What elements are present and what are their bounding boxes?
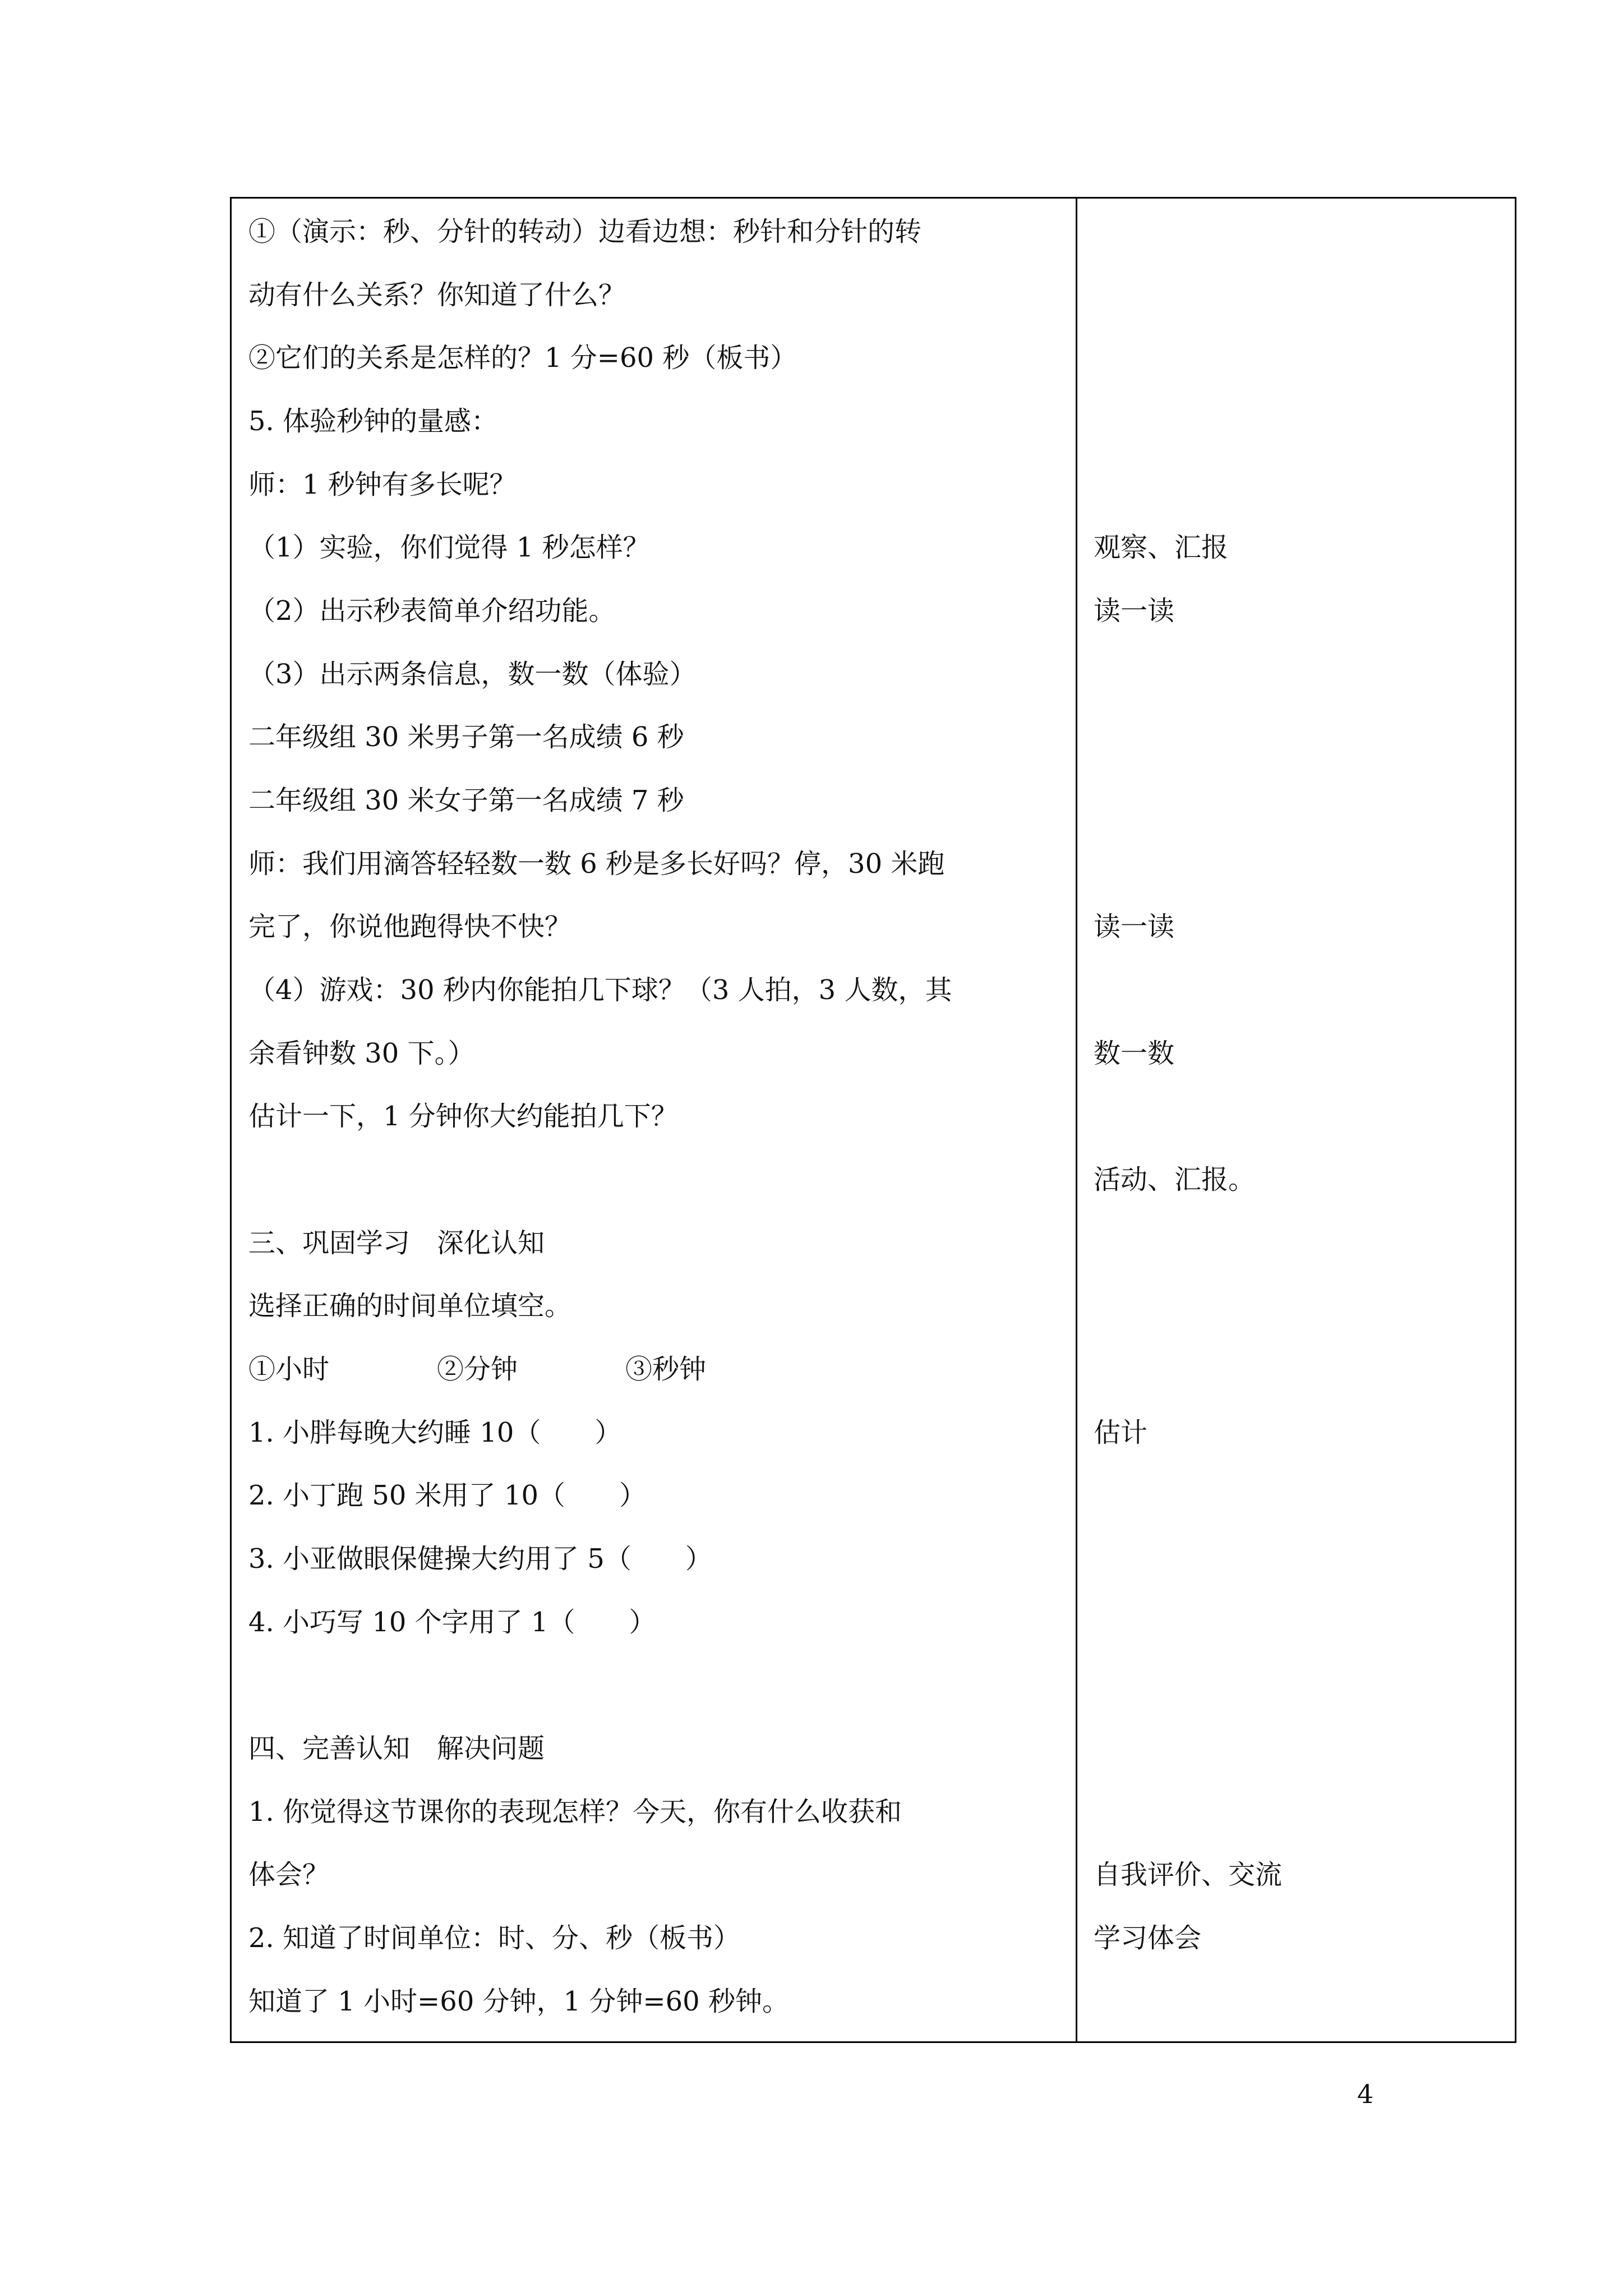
left-line-8: （3）出示两条信息，数一数（体验） [248,659,697,690]
left-line-3: ②它们的关系是怎样的？1 分=60 秒（板书） [248,342,797,374]
left-line-14: 余看钟数 30 下。） [248,1038,475,1069]
left-line-17: 选择正确的时间单位填空。 [248,1290,572,1322]
page-number: 4 [1357,2079,1374,2109]
left-line-20: 2. 小丁跑 50 米用了 10（ ） [248,1480,646,1511]
right-line-3: 读一读 [1094,911,1175,942]
right-line-6: 估计 [1094,1417,1148,1448]
section-heading-3: 三、巩固学习 深化认知 [248,1227,545,1259]
left-line-9: 二年级组 30 米男子第一名成绩 6 秒 [248,721,684,753]
left-line-5: 师：1 秒钟有多长呢？ [248,469,517,500]
left-line-11: 师：我们用滴答轻轻数一数 6 秒是多长好吗？停，30 米跑 [248,848,945,880]
left-line-13: （4）游戏：30 秒内你能拍几下球？（3 人拍，3 人数，其 [248,974,952,1006]
right-line-8: 学习体会 [1094,1922,1202,1954]
left-line-26: 2. 知道了时间单位：时、分、秒（板书） [248,1922,741,1954]
right-line-1: 观察、汇报 [1094,532,1229,563]
left-line-21: 3. 小亚做眼保健操大约用了 5（ ） [248,1543,712,1575]
right-line-7: 自我评价、交流 [1094,1859,1283,1890]
left-line-2: 动有什么关系？你知道了什么？ [248,279,626,311]
left-line-4: 5. 体验秒钟的量感： [248,406,499,437]
left-line-7: （2）出示秒表简单介绍功能。 [248,595,616,627]
section-heading-4: 四、完善认知 解决问题 [248,1733,545,1764]
left-line-1: ①（演示：秒、分针的转动）边看边想：秒针和分针的转 [248,216,922,247]
column-divider [1076,197,1077,2043]
right-line-5: 活动、汇报。 [1094,1164,1256,1195]
right-line-4: 数一数 [1094,1038,1175,1069]
left-line-25: 体会？ [248,1859,330,1890]
left-line-15: 估计一下，1 分钟你大约能拍几下？ [248,1101,678,1132]
left-line-22: 4. 小巧写 10 个字用了 1（ ） [248,1607,656,1638]
left-line-18: ①小时 ②分钟 ③秒钟 [248,1354,707,1385]
left-line-27: 知道了 1 小时=60 分钟，1 分钟=60 秒钟。 [248,1986,789,2017]
left-line-24: 1. 你觉得这节课你的表现怎样？今天，你有什么收获和 [248,1796,902,1828]
left-line-10: 二年级组 30 米女子第一名成绩 7 秒 [248,785,684,816]
left-line-12: 完了，你说他跑得快不快？ [248,911,572,942]
right-line-2: 读一读 [1094,595,1175,627]
left-line-6: （1）实验，你们觉得 1 秒怎样？ [248,532,650,563]
left-line-19: 1. 小胖每晚大约睡 10（ ） [248,1417,622,1448]
